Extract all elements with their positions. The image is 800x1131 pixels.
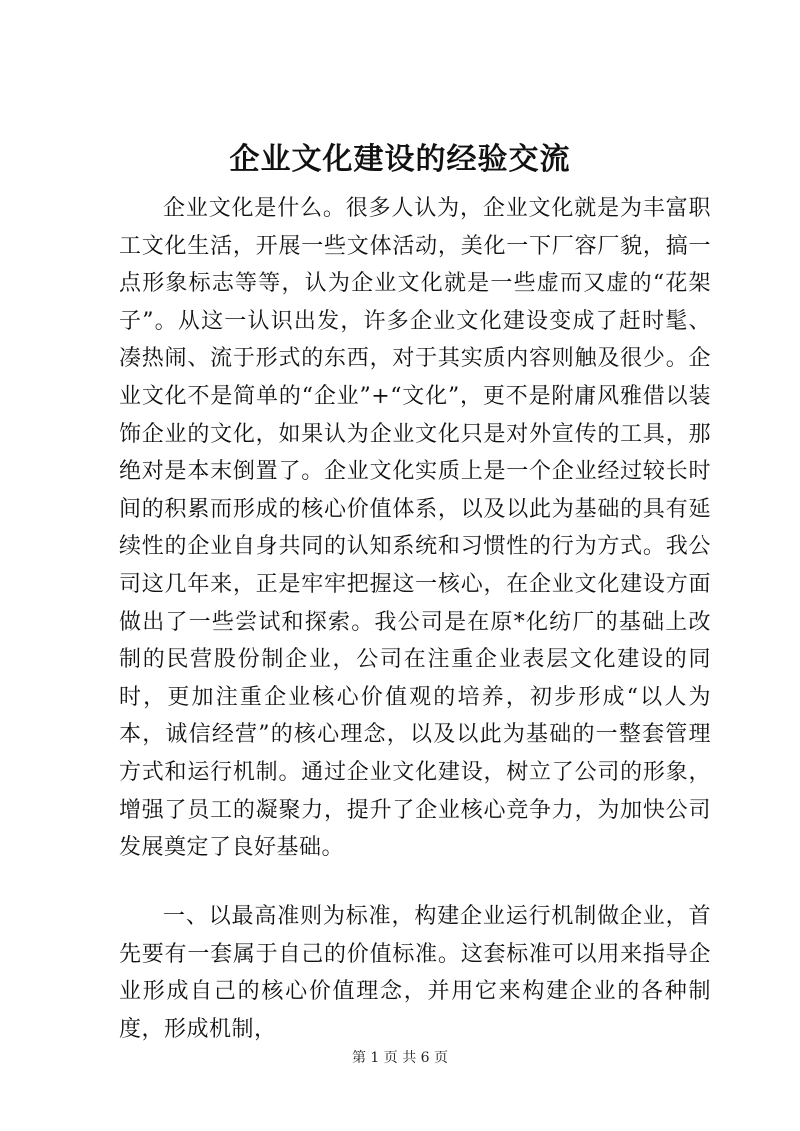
page-footer: 第 1 页 共 6 页 — [351, 1050, 449, 1066]
body-paragraph: 企业文化是什么。很多人认为，企业文化就是为丰富职工文化生活，开展一些文体活动，美化一下厂容厂貌，搞一点形象标志等等，认为企业文化就是一些虚而又虚的“花架子”。从这一认识出发，许多企业文化建设变成了赶时髦、凑热闹、流于形式的东西，对于其实质内容则触及很少。企业文化不是简单的“企业”+“文化”，更不是附庸风雅借以装饰企业的文化，如果认为企业文化只是对外宣传的工具，那绝对是本末倒置了。企业文化实质上是一个企业经过较长时间的积累而形成的核心价值体系，以及以此为基础的具有延续性的企业自身共同的认知系统和习惯性的行为方式。我公司这几年来，正是牢牢把握这一核心，在企业文化建设方面做出了一些尝试和探索。我公司是在原*化纺厂的基础上改制的民营股份制企业，公司在注重企业表层文化建设的同时，更加注重企业核心价值观的培养，初步形成“以人为本，诚信经营”的核心理念，以及以此为基础的一整套管理方式和运行机制。通过企业文化建设，树立了公司的形象，增强了员工的凝聚力，提升了企业核心竞争力，为加快公司发展奠定了良好基础。 — [119, 196, 711, 861]
body-paragraph: 一、以最高准则为标准，构建企业运行机制做企业，首先要有一套属于自己的价值标准。这套标准可以用来指导企业形成自己的核心价值理念，并用它来构建企业的各种制度，形成机制， — [119, 904, 711, 1042]
document-title: 企业文化建设的经验交流 — [229, 142, 571, 177]
